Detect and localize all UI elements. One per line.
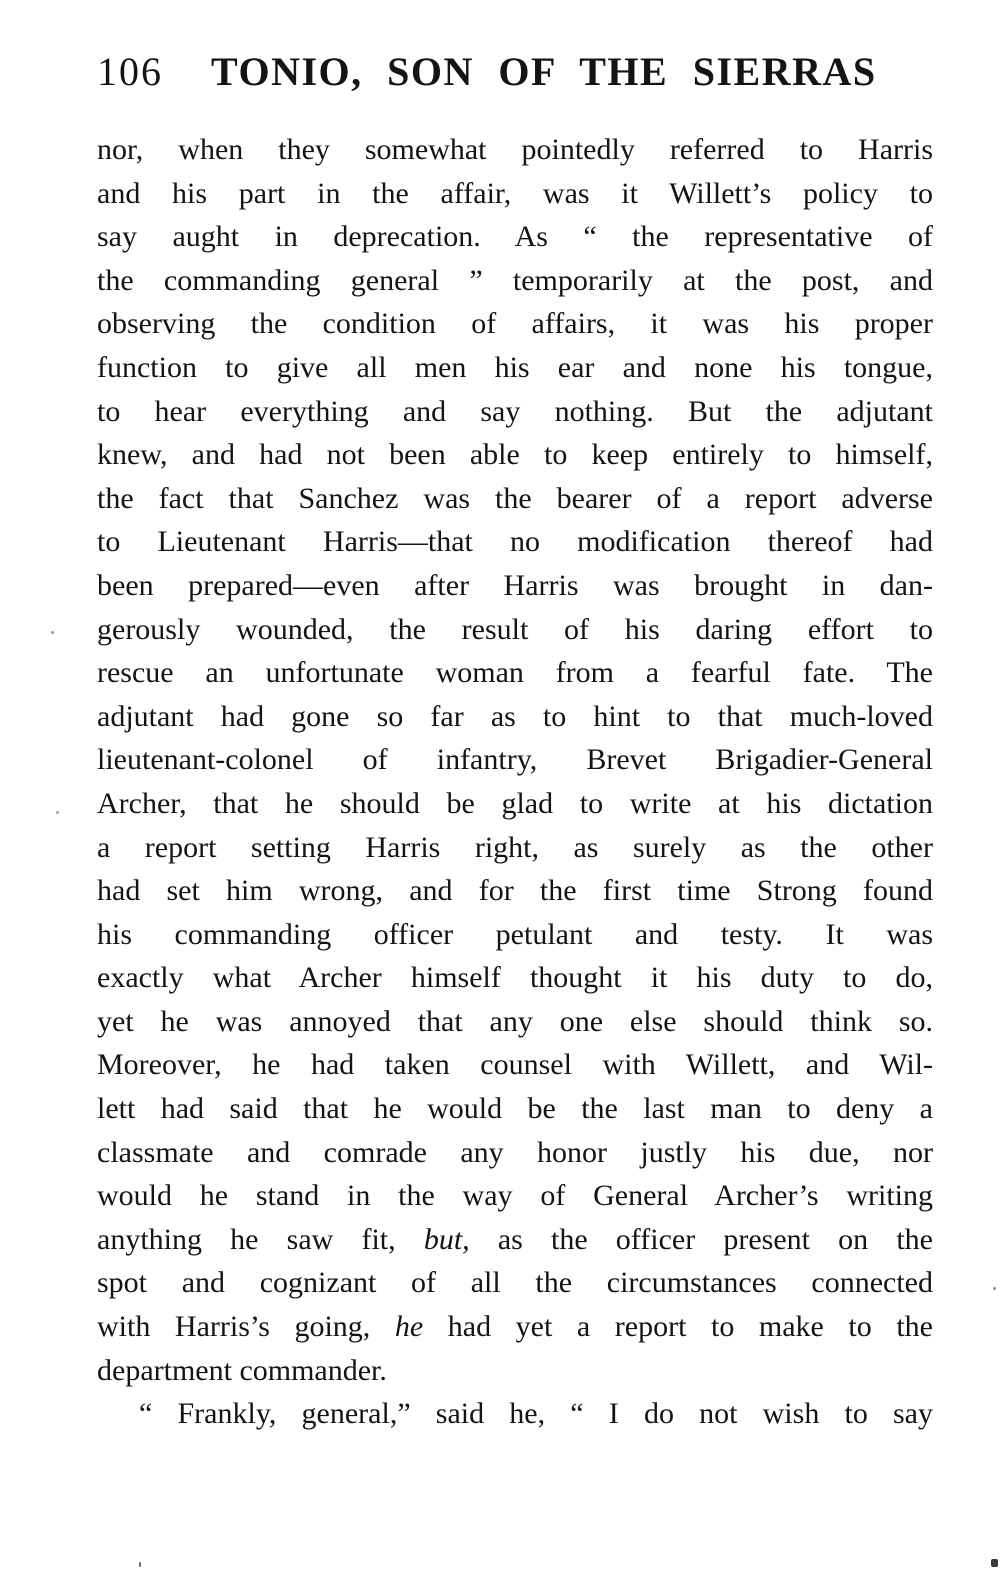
scan-speck [56, 811, 59, 814]
text-line: to hear everything and say nothing. But the adjutant [97, 394, 933, 428]
text-line: his commanding officer petulant and testy. It was [97, 917, 933, 951]
line-text: as the officer present on the [469, 1222, 933, 1256]
text-line: to Lieutenant Harris—that no modification thereof had [97, 525, 933, 559]
text-line: the fact that Sanchez was the bearer of a report adverse [97, 481, 933, 515]
line-text: with Harris’s going, [97, 1310, 395, 1344]
text-line: knew, and had not been able to keep entirely to himself, [97, 438, 933, 472]
text-line: exactly what Archer himself thought it his duty to do, [97, 961, 933, 995]
text-line: Moreover, he had taken counsel with Willett, and Wil- [97, 1048, 933, 1082]
text-line [97, 1218, 933, 1262]
text-line: Archer, that he should be glad to write at his dictation [97, 786, 933, 820]
page-header [97, 48, 877, 95]
line-italic-text: he [394, 1310, 424, 1344]
text-line: gerously wounded, the result of his daring effort to [97, 612, 933, 646]
text-line: rescue an unfortunate woman from a fearful fate. The [97, 656, 933, 690]
text-line: function to give all men his ear and none his tongue, [97, 350, 933, 384]
line-text: anything he saw fit, [97, 1222, 424, 1256]
scan-speck [991, 1559, 998, 1567]
text-line: nor, when they somewhat pointedly referred to Harris [97, 133, 933, 166]
scan-speck [993, 1287, 996, 1290]
running-title: TONIO, SON OF THE SIERRAS [211, 49, 877, 94]
text-line: lieutenant-colonel of infantry, Brevet Brigadier-General [97, 743, 933, 777]
text-line: observing the condition of affairs, it was his proper [97, 307, 933, 341]
text-line: spot and cognizant of all the circumstances connected [97, 1266, 933, 1300]
text-line: classmate and comrade any honor justly his due, nor [97, 1135, 933, 1169]
text-line: yet he was annoyed that any one else should think so. [97, 1004, 933, 1038]
line-text: had yet a report to make to the [423, 1310, 933, 1344]
text-line [97, 1305, 933, 1349]
text-line-paragraph-end: department commander. [97, 1353, 387, 1387]
text-line: would he stand in the way of General Archer’s writing [97, 1179, 933, 1213]
text-line: and his part in the affair, was it Willett’s policy to [97, 176, 933, 210]
page-number: 106 [97, 49, 163, 94]
scan-speck [139, 1562, 141, 1567]
text-line: a report setting Harris right, as surely as the other [97, 830, 933, 864]
line-italic-text: but, [423, 1222, 470, 1256]
text-line: say aught in deprecation. As “ the representative of [97, 220, 933, 254]
text-line: adjutant had gone so far as to hint to that much-loved [97, 699, 933, 733]
text-line-paragraph-start: “ Frankly, general,” said he, “ I do not wish to say [139, 1397, 933, 1431]
text-line: been prepared—even after Harris was brought in dan- [97, 568, 933, 602]
page-text [97, 128, 933, 1436]
scan-speck [51, 631, 54, 634]
text-line: had set him wrong, and for the first time Strong found [97, 874, 933, 908]
text-line: the commanding general ” temporarily at the post, and [97, 263, 933, 297]
text-line: lett had said that he would be the last man to deny a [97, 1092, 933, 1126]
